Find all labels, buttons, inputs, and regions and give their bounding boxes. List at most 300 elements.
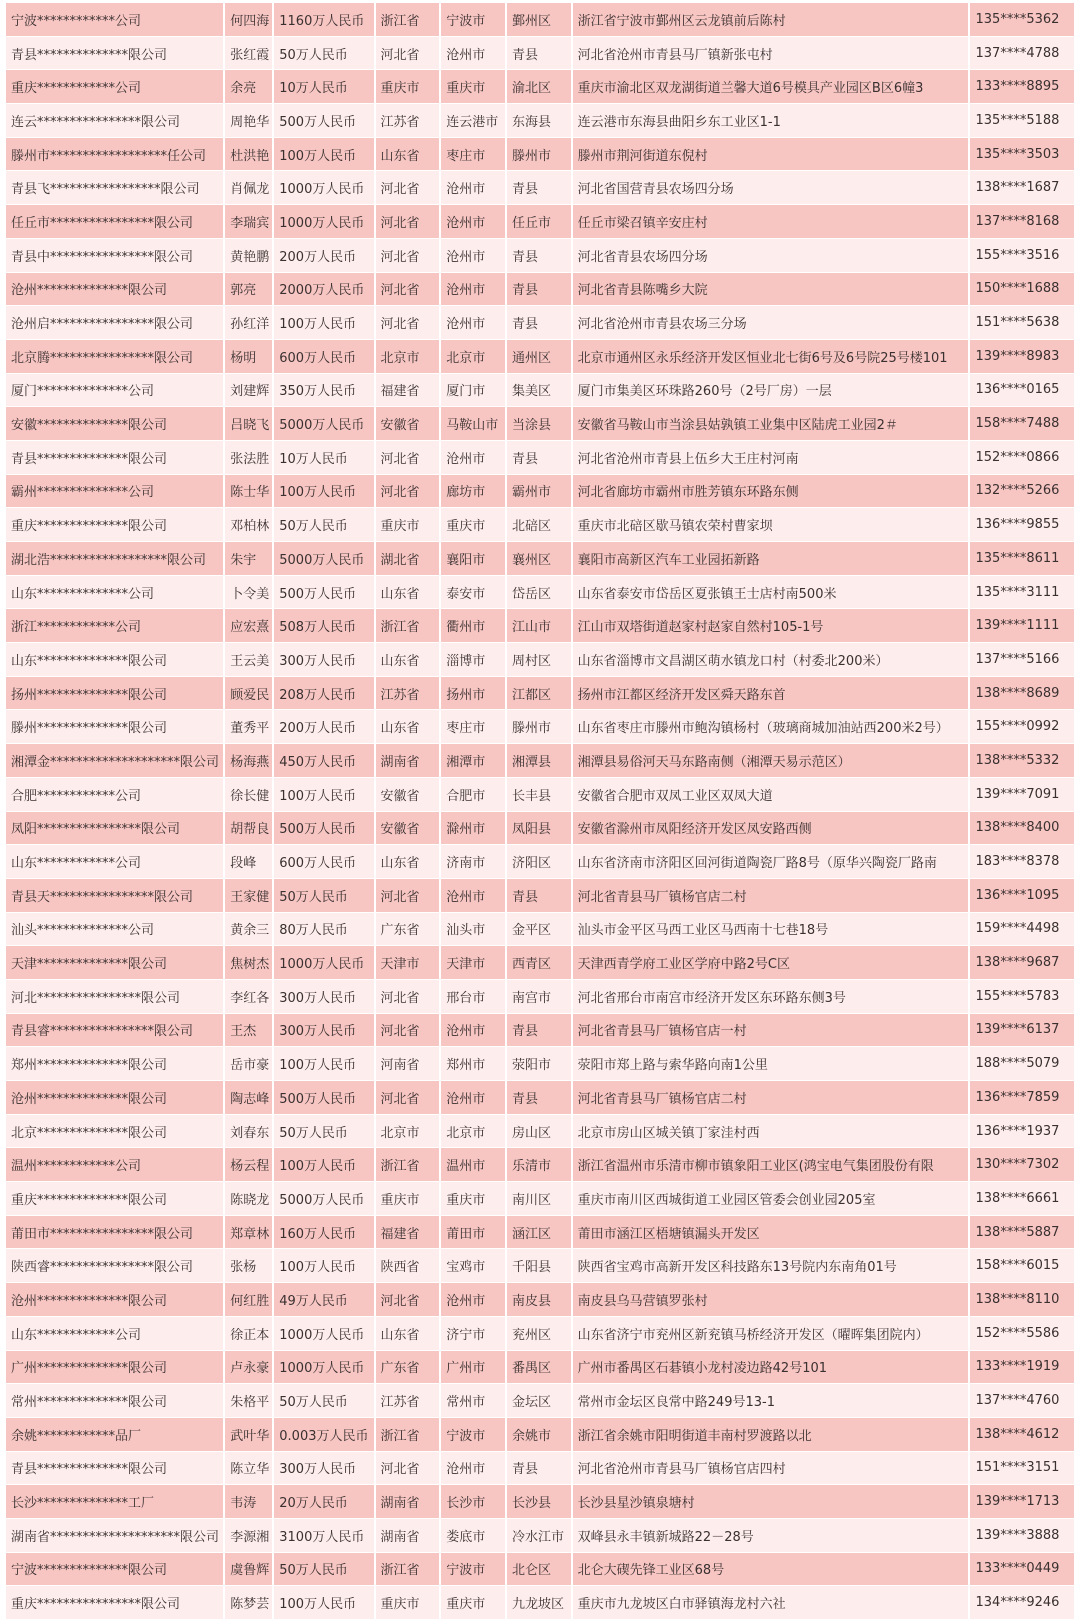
district-cell: 周村区 bbox=[507, 643, 571, 677]
province-cell: 河北省 bbox=[376, 980, 440, 1014]
district-cell: 南川区 bbox=[507, 1182, 571, 1216]
city-cell: 重庆市 bbox=[441, 1182, 505, 1216]
city-cell: 厦门市 bbox=[441, 374, 505, 408]
legal-rep-cell: 陈士华 bbox=[225, 475, 272, 509]
district-cell: 兖州区 bbox=[507, 1317, 571, 1351]
registered-capital-cell: 5000万人民币 bbox=[274, 1182, 373, 1216]
district-cell: 青县 bbox=[507, 273, 571, 307]
city-cell: 淄博市 bbox=[441, 643, 505, 677]
table-row bbox=[6, 1317, 1074, 1351]
city-cell: 沧州市 bbox=[441, 1014, 505, 1048]
district-cell: 东海县 bbox=[507, 104, 571, 138]
province-cell: 河南省 bbox=[376, 1047, 440, 1081]
table-row bbox=[6, 205, 1074, 239]
company-name-cell: 汕头**************公司 bbox=[6, 913, 223, 947]
city-cell: 宁波市 bbox=[441, 1418, 505, 1452]
address-cell: 河北省沧州市青县上伍乡大王庄村河南 bbox=[573, 441, 968, 475]
province-cell: 安徽省 bbox=[376, 812, 440, 846]
city-cell: 宁波市 bbox=[441, 1553, 505, 1587]
city-cell: 宁波市 bbox=[441, 3, 505, 37]
company-name-cell: 常州**************限公司 bbox=[6, 1384, 223, 1418]
province-cell: 河北省 bbox=[376, 37, 440, 71]
address-cell: 双峰县永丰镇新城路22－28号 bbox=[573, 1519, 968, 1553]
province-cell: 山东省 bbox=[376, 576, 440, 610]
district-cell: 通州区 bbox=[507, 340, 571, 374]
province-cell: 重庆市 bbox=[376, 70, 440, 104]
registered-capital-cell: 10万人民币 bbox=[274, 441, 373, 475]
city-cell: 合肥市 bbox=[441, 778, 505, 812]
company-name-cell: 陕西睿****************限公司 bbox=[6, 1249, 223, 1283]
table-row bbox=[6, 1081, 1074, 1115]
legal-rep-cell: 孙红洋 bbox=[225, 306, 272, 340]
registered-capital-cell: 300万人民币 bbox=[274, 1452, 373, 1486]
company-name-cell: 莆田市****************限公司 bbox=[6, 1216, 223, 1250]
city-cell: 湘潭市 bbox=[441, 744, 505, 778]
province-cell: 河北省 bbox=[376, 239, 440, 273]
registered-capital-cell: 10万人民币 bbox=[274, 70, 373, 104]
legal-rep-cell: 杨云程 bbox=[225, 1148, 272, 1182]
company-name-cell: 北京腾****************限公司 bbox=[6, 340, 223, 374]
phone-cell: 155****0992 bbox=[970, 710, 1075, 744]
province-cell: 江苏省 bbox=[376, 677, 440, 711]
address-cell: 浙江省宁波市鄞州区云龙镇前后陈村 bbox=[573, 3, 968, 37]
legal-rep-cell: 武叶华 bbox=[225, 1418, 272, 1452]
address-cell: 襄阳市高新区汽车工业园拓新路 bbox=[573, 542, 968, 576]
registered-capital-cell: 50万人民币 bbox=[274, 879, 373, 913]
registered-capital-cell: 100万人民币 bbox=[274, 1148, 373, 1182]
phone-cell: 136****1095 bbox=[970, 879, 1075, 913]
legal-rep-cell: 刘春东 bbox=[225, 1115, 272, 1149]
district-cell: 滕州市 bbox=[507, 710, 571, 744]
province-cell: 江苏省 bbox=[376, 1384, 440, 1418]
district-cell: 岱岳区 bbox=[507, 576, 571, 610]
registered-capital-cell: 450万人民币 bbox=[274, 744, 373, 778]
address-cell: 广州市番禺区石碁镇小龙村凌边路42号101 bbox=[573, 1351, 968, 1385]
phone-cell: 188****5079 bbox=[970, 1047, 1075, 1081]
table-row bbox=[6, 508, 1074, 542]
table-row bbox=[6, 1249, 1074, 1283]
city-cell: 沧州市 bbox=[441, 879, 505, 913]
phone-cell: 138****9687 bbox=[970, 946, 1075, 980]
registered-capital-cell: 600万人民币 bbox=[274, 845, 373, 879]
address-cell: 河北省廊坊市霸州市胜芳镇东环路东侧 bbox=[573, 475, 968, 509]
district-cell: 襄州区 bbox=[507, 542, 571, 576]
province-cell: 河北省 bbox=[376, 171, 440, 205]
registered-capital-cell: 100万人民币 bbox=[274, 475, 373, 509]
company-name-cell: 青县**************限公司 bbox=[6, 37, 223, 71]
company-name-cell: 浙江************公司 bbox=[6, 609, 223, 643]
city-cell: 衢州市 bbox=[441, 609, 505, 643]
phone-cell: 138****8400 bbox=[970, 812, 1075, 846]
registered-capital-cell: 0.003万人民币 bbox=[274, 1418, 373, 1452]
table-row bbox=[6, 677, 1074, 711]
company-name-cell: 任丘市****************限公司 bbox=[6, 205, 223, 239]
legal-rep-cell: 张红霞 bbox=[225, 37, 272, 71]
company-name-cell: 山东**************限公司 bbox=[6, 643, 223, 677]
registered-capital-cell: 50万人民币 bbox=[274, 1384, 373, 1418]
city-cell: 娄底市 bbox=[441, 1519, 505, 1553]
phone-cell: 138****4612 bbox=[970, 1418, 1075, 1452]
address-cell: 安徽省马鞍山市当涂县姑孰镇工业集中区陆虎工业园2＃ bbox=[573, 407, 968, 441]
address-cell: 安徽省合肥市双凤工业区双凤大道 bbox=[573, 778, 968, 812]
company-name-cell: 扬州**************限公司 bbox=[6, 677, 223, 711]
company-name-cell: 沧州**************限公司 bbox=[6, 1081, 223, 1115]
address-cell: 河北省国营青县农场四分场 bbox=[573, 171, 968, 205]
legal-rep-cell: 卜令美 bbox=[225, 576, 272, 610]
phone-cell: 132****5266 bbox=[970, 475, 1075, 509]
company-name-cell: 广州**************限公司 bbox=[6, 1351, 223, 1385]
table-row bbox=[6, 576, 1074, 610]
phone-cell: 133****0449 bbox=[970, 1553, 1075, 1587]
city-cell: 沧州市 bbox=[441, 1081, 505, 1115]
registered-capital-cell: 200万人民币 bbox=[274, 710, 373, 744]
district-cell: 青县 bbox=[507, 37, 571, 71]
district-cell: 余姚市 bbox=[507, 1418, 571, 1452]
address-cell: 长沙县星沙镇泉塘村 bbox=[573, 1485, 968, 1519]
company-name-cell: 重庆****************限公司 bbox=[6, 1586, 223, 1620]
city-cell: 沧州市 bbox=[441, 1283, 505, 1317]
province-cell: 浙江省 bbox=[376, 1418, 440, 1452]
legal-rep-cell: 陶志峰 bbox=[225, 1081, 272, 1115]
city-cell: 廊坊市 bbox=[441, 475, 505, 509]
phone-cell: 158****6015 bbox=[970, 1249, 1075, 1283]
address-cell: 山东省济宁市兖州区新兖镇马桥经济开发区（曜晖集团院内） bbox=[573, 1317, 968, 1351]
address-cell: 河北省青县马厂镇杨官店二村 bbox=[573, 879, 968, 913]
table-row bbox=[6, 407, 1074, 441]
district-cell: 青县 bbox=[507, 306, 571, 340]
company-name-cell: 合肥************公司 bbox=[6, 778, 223, 812]
registered-capital-cell: 200万人民币 bbox=[274, 239, 373, 273]
legal-rep-cell: 王云美 bbox=[225, 643, 272, 677]
registered-capital-cell: 100万人民币 bbox=[274, 1249, 373, 1283]
address-cell: 重庆市南川区西城街道工业园区管委会创业园205室 bbox=[573, 1182, 968, 1216]
province-cell: 浙江省 bbox=[376, 1553, 440, 1587]
district-cell: 荥阳市 bbox=[507, 1047, 571, 1081]
district-cell: 西青区 bbox=[507, 946, 571, 980]
city-cell: 沧州市 bbox=[441, 441, 505, 475]
address-cell: 山东省淄博市文昌湖区萌水镇龙口村（村委北200米） bbox=[573, 643, 968, 677]
city-cell: 莆田市 bbox=[441, 1216, 505, 1250]
phone-cell: 133****1919 bbox=[970, 1351, 1075, 1385]
district-cell: 江山市 bbox=[507, 609, 571, 643]
phone-cell: 138****1687 bbox=[970, 171, 1075, 205]
phone-cell: 138****5887 bbox=[970, 1216, 1075, 1250]
company-name-cell: 青县**************限公司 bbox=[6, 1452, 223, 1486]
city-cell: 枣庄市 bbox=[441, 710, 505, 744]
phone-cell: 151****3151 bbox=[970, 1452, 1075, 1486]
table-row bbox=[6, 70, 1074, 104]
address-cell: 南皮县乌马营镇罗张村 bbox=[573, 1283, 968, 1317]
legal-rep-cell: 徐长健 bbox=[225, 778, 272, 812]
address-cell: 荥阳市郑上路与索华路向南1公里 bbox=[573, 1047, 968, 1081]
district-cell: 南宫市 bbox=[507, 980, 571, 1014]
registered-capital-cell: 1000万人民币 bbox=[274, 205, 373, 239]
registered-capital-cell: 1000万人民币 bbox=[274, 1351, 373, 1385]
province-cell: 湖北省 bbox=[376, 542, 440, 576]
registered-capital-cell: 50万人民币 bbox=[274, 508, 373, 542]
phone-cell: 152****5586 bbox=[970, 1317, 1075, 1351]
company-name-cell: 沧州**************限公司 bbox=[6, 273, 223, 307]
table-row bbox=[6, 3, 1074, 37]
address-cell: 重庆市北碚区歇马镇农荣村曹家坝 bbox=[573, 508, 968, 542]
legal-rep-cell: 杜洪艳 bbox=[225, 138, 272, 172]
district-cell: 南皮县 bbox=[507, 1283, 571, 1317]
table-row bbox=[6, 812, 1074, 846]
city-cell: 泰安市 bbox=[441, 576, 505, 610]
company-name-cell: 凤阳****************限公司 bbox=[6, 812, 223, 846]
city-cell: 宝鸡市 bbox=[441, 1249, 505, 1283]
phone-cell: 183****8378 bbox=[970, 845, 1075, 879]
phone-cell: 130****7302 bbox=[970, 1148, 1075, 1182]
province-cell: 河北省 bbox=[376, 441, 440, 475]
address-cell: 北仑大碶先锋工业区68号 bbox=[573, 1553, 968, 1587]
phone-cell: 135****5362 bbox=[970, 3, 1075, 37]
address-cell: 河北省青县马厂镇杨官店二村 bbox=[573, 1081, 968, 1115]
city-cell: 襄阳市 bbox=[441, 542, 505, 576]
phone-cell: 159****4498 bbox=[970, 913, 1075, 947]
legal-rep-cell: 吕晓飞 bbox=[225, 407, 272, 441]
registered-capital-cell: 500万人民币 bbox=[274, 576, 373, 610]
city-cell: 枣庄市 bbox=[441, 138, 505, 172]
address-cell: 任丘市梁召镇辛安庄村 bbox=[573, 205, 968, 239]
address-cell: 河北省沧州市青县马厂镇新张屯村 bbox=[573, 37, 968, 71]
table-row bbox=[6, 37, 1074, 71]
legal-rep-cell: 黄余三 bbox=[225, 913, 272, 947]
table-row bbox=[6, 1519, 1074, 1553]
address-cell: 汕头市金平区马西工业区马西南十七巷18号 bbox=[573, 913, 968, 947]
table-row bbox=[6, 104, 1074, 138]
district-cell: 番禺区 bbox=[507, 1351, 571, 1385]
district-cell: 湘潭县 bbox=[507, 744, 571, 778]
table-row bbox=[6, 1216, 1074, 1250]
table-row bbox=[6, 1586, 1074, 1620]
city-cell: 沧州市 bbox=[441, 239, 505, 273]
district-cell: 霸州市 bbox=[507, 475, 571, 509]
table-row bbox=[6, 306, 1074, 340]
district-cell: 凤阳县 bbox=[507, 812, 571, 846]
table-row bbox=[6, 1384, 1074, 1418]
district-cell: 滕州市 bbox=[507, 138, 571, 172]
legal-rep-cell: 焦树杰 bbox=[225, 946, 272, 980]
legal-rep-cell: 刘建辉 bbox=[225, 374, 272, 408]
registered-capital-cell: 100万人民币 bbox=[274, 1047, 373, 1081]
province-cell: 山东省 bbox=[376, 138, 440, 172]
registered-capital-cell: 1000万人民币 bbox=[274, 171, 373, 205]
province-cell: 广东省 bbox=[376, 1351, 440, 1385]
table-row bbox=[6, 1182, 1074, 1216]
table-row bbox=[6, 138, 1074, 172]
phone-cell: 137****8168 bbox=[970, 205, 1075, 239]
registered-capital-cell: 49万人民币 bbox=[274, 1283, 373, 1317]
address-cell: 重庆市渝北区双龙湖街道兰馨大道6号模具产业园区B区6幢3 bbox=[573, 70, 968, 104]
city-cell: 重庆市 bbox=[441, 1586, 505, 1620]
company-name-cell: 湖北浩******************限公司 bbox=[6, 542, 223, 576]
district-cell: 金平区 bbox=[507, 913, 571, 947]
table-row bbox=[6, 980, 1074, 1014]
district-cell: 鄞州区 bbox=[507, 3, 571, 37]
registered-capital-cell: 160万人民币 bbox=[274, 1216, 373, 1250]
address-cell: 河北省邢台市南宫市经济开发区东环路东侧3号 bbox=[573, 980, 968, 1014]
legal-rep-cell: 周艳华 bbox=[225, 104, 272, 138]
table-row bbox=[6, 171, 1074, 205]
phone-cell: 139****8983 bbox=[970, 340, 1075, 374]
table-row bbox=[6, 879, 1074, 913]
province-cell: 河北省 bbox=[376, 205, 440, 239]
address-cell: 河北省青县马厂镇杨官店一村 bbox=[573, 1014, 968, 1048]
registered-capital-cell: 3100万人民币 bbox=[274, 1519, 373, 1553]
district-cell: 长丰县 bbox=[507, 778, 571, 812]
city-cell: 马鞍山市 bbox=[441, 407, 505, 441]
table-row bbox=[6, 609, 1074, 643]
district-cell: 金坛区 bbox=[507, 1384, 571, 1418]
district-cell: 千阳县 bbox=[507, 1249, 571, 1283]
province-cell: 重庆市 bbox=[376, 1586, 440, 1620]
address-cell: 山东省济南市济阳区回河街道陶瓷厂路8号（原华兴陶瓷厂路南 bbox=[573, 845, 968, 879]
registered-capital-cell: 5000万人民币 bbox=[274, 407, 373, 441]
province-cell: 河北省 bbox=[376, 1283, 440, 1317]
legal-rep-cell: 卢永豪 bbox=[225, 1351, 272, 1385]
registered-capital-cell: 100万人民币 bbox=[274, 1586, 373, 1620]
table-row bbox=[6, 239, 1074, 273]
table-row bbox=[6, 340, 1074, 374]
phone-cell: 136****7859 bbox=[970, 1081, 1075, 1115]
phone-cell: 139****1111 bbox=[970, 609, 1075, 643]
phone-cell: 138****8110 bbox=[970, 1283, 1075, 1317]
city-cell: 广州市 bbox=[441, 1351, 505, 1385]
company-name-cell: 山东**************公司 bbox=[6, 576, 223, 610]
company-name-cell: 重庆************公司 bbox=[6, 70, 223, 104]
city-cell: 沧州市 bbox=[441, 273, 505, 307]
address-cell: 河北省青县农场四分场 bbox=[573, 239, 968, 273]
province-cell: 河北省 bbox=[376, 306, 440, 340]
address-cell: 安徽省滁州市凤阳经济开发区凤安路西侧 bbox=[573, 812, 968, 846]
registered-capital-cell: 20万人民币 bbox=[274, 1485, 373, 1519]
company-name-cell: 温州************公司 bbox=[6, 1148, 223, 1182]
registered-capital-cell: 508万人民币 bbox=[274, 609, 373, 643]
legal-rep-cell: 李源湘 bbox=[225, 1519, 272, 1553]
city-cell: 重庆市 bbox=[441, 508, 505, 542]
city-cell: 沧州市 bbox=[441, 1452, 505, 1486]
address-cell: 湘潭县易俗河天马东路南侧（湘潭天易示范区） bbox=[573, 744, 968, 778]
company-name-cell: 郑州**************限公司 bbox=[6, 1047, 223, 1081]
address-cell: 北京市房山区城关镇丁家洼村西 bbox=[573, 1115, 968, 1149]
table-row bbox=[6, 1553, 1074, 1587]
address-cell: 扬州市江都区经济开发区舜天路东首 bbox=[573, 677, 968, 711]
address-cell: 浙江省温州市乐清市柳市镇象阳工业区(鸿宝电气集团股份有限 bbox=[573, 1148, 968, 1182]
registered-capital-cell: 500万人民币 bbox=[274, 104, 373, 138]
phone-cell: 139****6137 bbox=[970, 1014, 1075, 1048]
district-cell: 乐清市 bbox=[507, 1148, 571, 1182]
legal-rep-cell: 杨海燕 bbox=[225, 744, 272, 778]
city-cell: 济宁市 bbox=[441, 1317, 505, 1351]
province-cell: 山东省 bbox=[376, 845, 440, 879]
legal-rep-cell: 董秀平 bbox=[225, 710, 272, 744]
district-cell: 北碚区 bbox=[507, 508, 571, 542]
legal-rep-cell: 陈立华 bbox=[225, 1452, 272, 1486]
registered-capital-cell: 1000万人民币 bbox=[274, 946, 373, 980]
registered-capital-cell: 350万人民币 bbox=[274, 374, 373, 408]
district-cell: 九龙坡区 bbox=[507, 1586, 571, 1620]
address-cell: 山东省泰安市岱岳区夏张镇王士店村南500米 bbox=[573, 576, 968, 610]
phone-cell: 136****9855 bbox=[970, 508, 1075, 542]
phone-cell: 138****8689 bbox=[970, 677, 1075, 711]
address-cell: 河北省沧州市青县马厂镇杨官店四村 bbox=[573, 1452, 968, 1486]
registered-capital-cell: 300万人民币 bbox=[274, 643, 373, 677]
phone-cell: 139****1713 bbox=[970, 1485, 1075, 1519]
legal-rep-cell: 张法胜 bbox=[225, 441, 272, 475]
city-cell: 邢台市 bbox=[441, 980, 505, 1014]
province-cell: 安徽省 bbox=[376, 407, 440, 441]
company-name-cell: 滕州**************限公司 bbox=[6, 710, 223, 744]
company-name-cell: 沧州**************限公司 bbox=[6, 1283, 223, 1317]
registered-capital-cell: 5000万人民币 bbox=[274, 542, 373, 576]
district-cell: 青县 bbox=[507, 1014, 571, 1048]
address-cell: 天津西青学府工业区学府中路2号C区 bbox=[573, 946, 968, 980]
legal-rep-cell: 朱格平 bbox=[225, 1384, 272, 1418]
legal-rep-cell: 王杰 bbox=[225, 1014, 272, 1048]
city-cell: 郑州市 bbox=[441, 1047, 505, 1081]
address-cell: 常州市金坛区良常中路249号13-1 bbox=[573, 1384, 968, 1418]
province-cell: 浙江省 bbox=[376, 609, 440, 643]
legal-rep-cell: 王家健 bbox=[225, 879, 272, 913]
company-name-cell: 湘潭金********************限公司 bbox=[6, 744, 223, 778]
phone-cell: 135****8611 bbox=[970, 542, 1075, 576]
phone-cell: 151****5638 bbox=[970, 306, 1075, 340]
legal-rep-cell: 杨明 bbox=[225, 340, 272, 374]
province-cell: 山东省 bbox=[376, 643, 440, 677]
legal-rep-cell: 段峰 bbox=[225, 845, 272, 879]
province-cell: 陕西省 bbox=[376, 1249, 440, 1283]
registered-capital-cell: 600万人民币 bbox=[274, 340, 373, 374]
legal-rep-cell: 郭亮 bbox=[225, 273, 272, 307]
province-cell: 浙江省 bbox=[376, 3, 440, 37]
company-name-cell: 宁波************公司 bbox=[6, 3, 223, 37]
district-cell: 涵江区 bbox=[507, 1216, 571, 1250]
province-cell: 河北省 bbox=[376, 1014, 440, 1048]
city-cell: 汕头市 bbox=[441, 913, 505, 947]
table-row bbox=[6, 1047, 1074, 1081]
address-cell: 河北省青县陈嘴乡大院 bbox=[573, 273, 968, 307]
district-cell: 青县 bbox=[507, 1081, 571, 1115]
table-row bbox=[6, 744, 1074, 778]
registered-capital-cell: 50万人民币 bbox=[274, 1115, 373, 1149]
province-cell: 北京市 bbox=[376, 340, 440, 374]
company-name-cell: 厦门**************公司 bbox=[6, 374, 223, 408]
table-body bbox=[6, 3, 1074, 1620]
phone-cell: 135****3503 bbox=[970, 138, 1075, 172]
company-name-cell: 宁波**************限公司 bbox=[6, 1553, 223, 1587]
company-name-cell: 重庆**************限公司 bbox=[6, 1182, 223, 1216]
company-name-cell: 连云****************限公司 bbox=[6, 104, 223, 138]
district-cell: 任丘市 bbox=[507, 205, 571, 239]
city-cell: 长沙市 bbox=[441, 1485, 505, 1519]
phone-cell: 150****1688 bbox=[970, 273, 1075, 307]
company-name-cell: 霸州**************公司 bbox=[6, 475, 223, 509]
table-row bbox=[6, 441, 1074, 475]
city-cell: 济南市 bbox=[441, 845, 505, 879]
legal-rep-cell: 何红胜 bbox=[225, 1283, 272, 1317]
address-cell: 江山市双塔街道赵家村赵家自然村105-1号 bbox=[573, 609, 968, 643]
district-cell: 青县 bbox=[507, 171, 571, 205]
province-cell: 重庆市 bbox=[376, 508, 440, 542]
district-cell: 青县 bbox=[507, 879, 571, 913]
legal-rep-cell: 余亮 bbox=[225, 70, 272, 104]
table-row bbox=[6, 273, 1074, 307]
city-cell: 沧州市 bbox=[441, 205, 505, 239]
district-cell: 青县 bbox=[507, 239, 571, 273]
company-name-cell: 山东************公司 bbox=[6, 1317, 223, 1351]
registered-capital-cell: 2000万人民币 bbox=[274, 273, 373, 307]
